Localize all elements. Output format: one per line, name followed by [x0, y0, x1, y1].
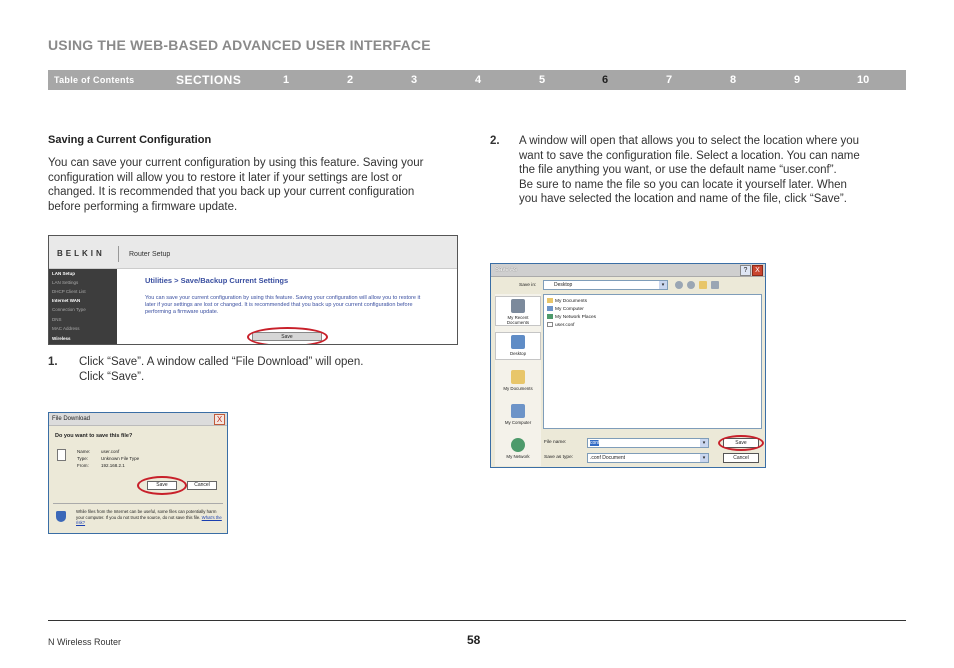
- file-from-label: From:: [77, 463, 89, 468]
- router-menu-connection-type[interactable]: Connection Type: [52, 307, 86, 312]
- save-button[interactable]: Save: [723, 438, 759, 448]
- file-name-label: Name:: [77, 449, 91, 454]
- list-item[interactable]: [547, 306, 584, 312]
- step-1-line: Click “Save”. A window called “File Download” will open.: [79, 356, 364, 368]
- router-menu-dns[interactable]: DNS: [52, 317, 62, 322]
- save-type-label: Save as type:: [544, 455, 574, 460]
- up-folder-icon[interactable]: [687, 281, 695, 289]
- step-2-line: want to save the configuration file. Select a location. You can name: [519, 149, 860, 162]
- file-name-input[interactable]: [587, 438, 709, 448]
- file-label: My Documents: [555, 298, 587, 304]
- highlight-circle: [137, 476, 187, 495]
- page-header: USING THE WEB-BASED ADVANCED USER INTERFACE: [48, 37, 431, 53]
- file-label: My Network Places: [555, 314, 597, 320]
- router-sidebar: [49, 269, 117, 345]
- file-name-row: [77, 449, 120, 454]
- folder-icon: [547, 298, 553, 303]
- router-description: You can save your current configuration by using this feature. Saving your configuration will allow you to restore it later if your settings are lost or changed. It is recommended that you back up your current configuration before performing a firmware update.: [145, 295, 421, 315]
- step-2-line: the file anything you want, or use the default name “user.conf”.: [519, 164, 837, 176]
- recent-documents-icon: [511, 299, 525, 313]
- router-setup-label: Router Setup: [129, 251, 171, 258]
- nav-section-4[interactable]: 4: [475, 74, 482, 86]
- divider: [53, 503, 223, 504]
- dialog-title: File Download: [52, 416, 91, 422]
- computer-icon: [511, 404, 525, 418]
- place-label: My Network: [506, 454, 530, 459]
- place-my-network[interactable]: [495, 438, 541, 464]
- shield-icon: [56, 511, 66, 522]
- risk-link[interactable]: What's the risk?: [76, 514, 222, 525]
- step-2: [490, 134, 910, 210]
- list-item[interactable]: [547, 314, 596, 320]
- file-name-value: conf: [590, 440, 600, 446]
- nav-section-9[interactable]: 9: [794, 74, 801, 86]
- file-label: user.conf: [555, 322, 575, 328]
- file-download-dialog: [48, 412, 228, 534]
- nav-section-6[interactable]: 6: [602, 74, 609, 86]
- dialog-question: Do you want to save this file?: [55, 433, 133, 439]
- places-bar: [495, 294, 541, 466]
- desktop-icon: [511, 335, 525, 349]
- cancel-button[interactable]: Cancel: [187, 481, 217, 490]
- file-label: My Computer: [555, 306, 584, 312]
- network-icon: [511, 438, 525, 452]
- section-heading: Saving a Current Configuration: [48, 134, 212, 146]
- place-label: My Recent Documents: [506, 315, 530, 325]
- file-type-row: [77, 456, 140, 461]
- place-label: My Documents: [503, 386, 533, 391]
- cancel-button[interactable]: Cancel: [723, 453, 759, 463]
- new-folder-icon[interactable]: [699, 281, 707, 289]
- chevron-down-icon[interactable]: ▾: [700, 439, 708, 447]
- dialog-titlebar: [491, 264, 765, 277]
- save-type-select[interactable]: [587, 453, 709, 463]
- highlight-circle: [718, 435, 764, 451]
- router-page-heading: Utilities > Save/Backup Current Settings: [145, 276, 289, 285]
- step-1-line: Click “Save”.: [79, 370, 145, 383]
- router-menu-dhcp-client-list[interactable]: DHCP Client List: [52, 289, 86, 294]
- computer-icon: [547, 306, 553, 311]
- place-recent-documents[interactable]: [495, 296, 541, 326]
- back-icon[interactable]: [675, 281, 683, 289]
- warning-message: While files from the Internet can be useful, some files can potentially harm your computer. If you do not trust the source, do not save this file.: [76, 509, 217, 520]
- intro-paragraph: You can save your current configuration by using this feature. Saving your configuration will allow you to restore it later if your settings are lost or changed. It is recommended that you back up your current configuration before performing a firmware update.: [48, 157, 424, 213]
- router-menu-lan-setup[interactable]: LAN Setup: [52, 271, 75, 276]
- help-icon[interactable]: ?: [740, 265, 751, 276]
- dialog-titlebar: [49, 413, 227, 426]
- highlight-circle: [247, 327, 328, 345]
- place-label: My Computer: [504, 420, 532, 425]
- warning-text: [76, 509, 224, 526]
- file-from-value: 192.168.2.1: [101, 463, 125, 468]
- nav-section-10[interactable]: 10: [857, 74, 870, 86]
- dialog-title: Save As: [495, 267, 518, 273]
- step-1-text: [79, 355, 363, 384]
- nav-sections-label: SECTIONS: [176, 73, 242, 87]
- router-menu-internet-wan[interactable]: Internet WAN: [52, 298, 81, 303]
- nav-section-1[interactable]: 1: [283, 74, 290, 86]
- footer-product-name: N Wireless Router: [48, 637, 122, 647]
- section-navbar: [48, 70, 906, 90]
- place-my-documents[interactable]: [495, 370, 541, 396]
- chevron-down-icon[interactable]: ▾: [700, 454, 708, 462]
- step-1-number: 1.: [48, 356, 58, 368]
- close-icon[interactable]: X: [752, 265, 763, 276]
- list-item[interactable]: [547, 322, 574, 328]
- save-type-value: .conf Document: [590, 455, 626, 461]
- save-button[interactable]: Save: [147, 481, 177, 490]
- save-as-dialog: [490, 263, 766, 468]
- router-menu-mac-address[interactable]: MAC Address: [52, 326, 80, 331]
- chevron-down-icon[interactable]: ▾: [659, 281, 667, 289]
- file-type-label: Type:: [77, 456, 89, 461]
- router-setup-screenshot: [48, 235, 458, 345]
- router-save-button[interactable]: Save: [252, 332, 322, 341]
- file-icon: [57, 449, 66, 461]
- step-1: [48, 355, 450, 385]
- router-menu-lan-settings[interactable]: LAN Settings: [52, 280, 79, 285]
- footer-divider: [48, 620, 906, 621]
- file-icon: [547, 322, 553, 327]
- close-icon[interactable]: X: [214, 414, 225, 425]
- nav-section-8[interactable]: 8: [730, 74, 737, 86]
- network-icon: [547, 314, 553, 319]
- nav-section-7[interactable]: 7: [666, 74, 673, 86]
- topbar-divider: [118, 246, 119, 262]
- save-in-label: Save in:: [519, 283, 537, 288]
- folder-icon: [511, 370, 525, 384]
- file-name-label: File name:: [544, 440, 567, 445]
- nav-section-3[interactable]: 3: [411, 74, 418, 86]
- router-topbar: [49, 236, 457, 269]
- save-in-select[interactable]: [543, 280, 668, 290]
- place-label: Desktop: [509, 351, 527, 356]
- belkin-logo: BELKIN: [57, 249, 105, 258]
- router-menu-wireless[interactable]: Wireless: [52, 336, 71, 341]
- file-name-value: user.conf: [101, 449, 120, 454]
- nav-section-5[interactable]: 5: [539, 74, 546, 86]
- step-2-line: A window will open that allows you to select the location where you: [519, 135, 860, 147]
- step-2-text: [519, 134, 860, 207]
- views-icon[interactable]: [711, 281, 719, 289]
- step-2-number: 2.: [490, 135, 500, 147]
- place-desktop[interactable]: [495, 332, 541, 360]
- list-item[interactable]: [547, 298, 587, 304]
- save-in-value: Desktop: [554, 282, 573, 288]
- step-2-line: you have selected the location and name of the file, click “Save”.: [519, 193, 847, 205]
- file-from-row: [77, 463, 125, 468]
- file-type-value: Unknown File Type: [101, 456, 140, 461]
- step-2-line: Be sure to name the file so you can locate it yourself later. When: [519, 178, 847, 191]
- nav-section-2[interactable]: 2: [347, 74, 354, 86]
- file-list: [543, 294, 762, 429]
- page-number: 58: [467, 633, 481, 647]
- place-my-computer[interactable]: [495, 404, 541, 430]
- nav-table-of-contents[interactable]: Table of Contents: [54, 75, 135, 85]
